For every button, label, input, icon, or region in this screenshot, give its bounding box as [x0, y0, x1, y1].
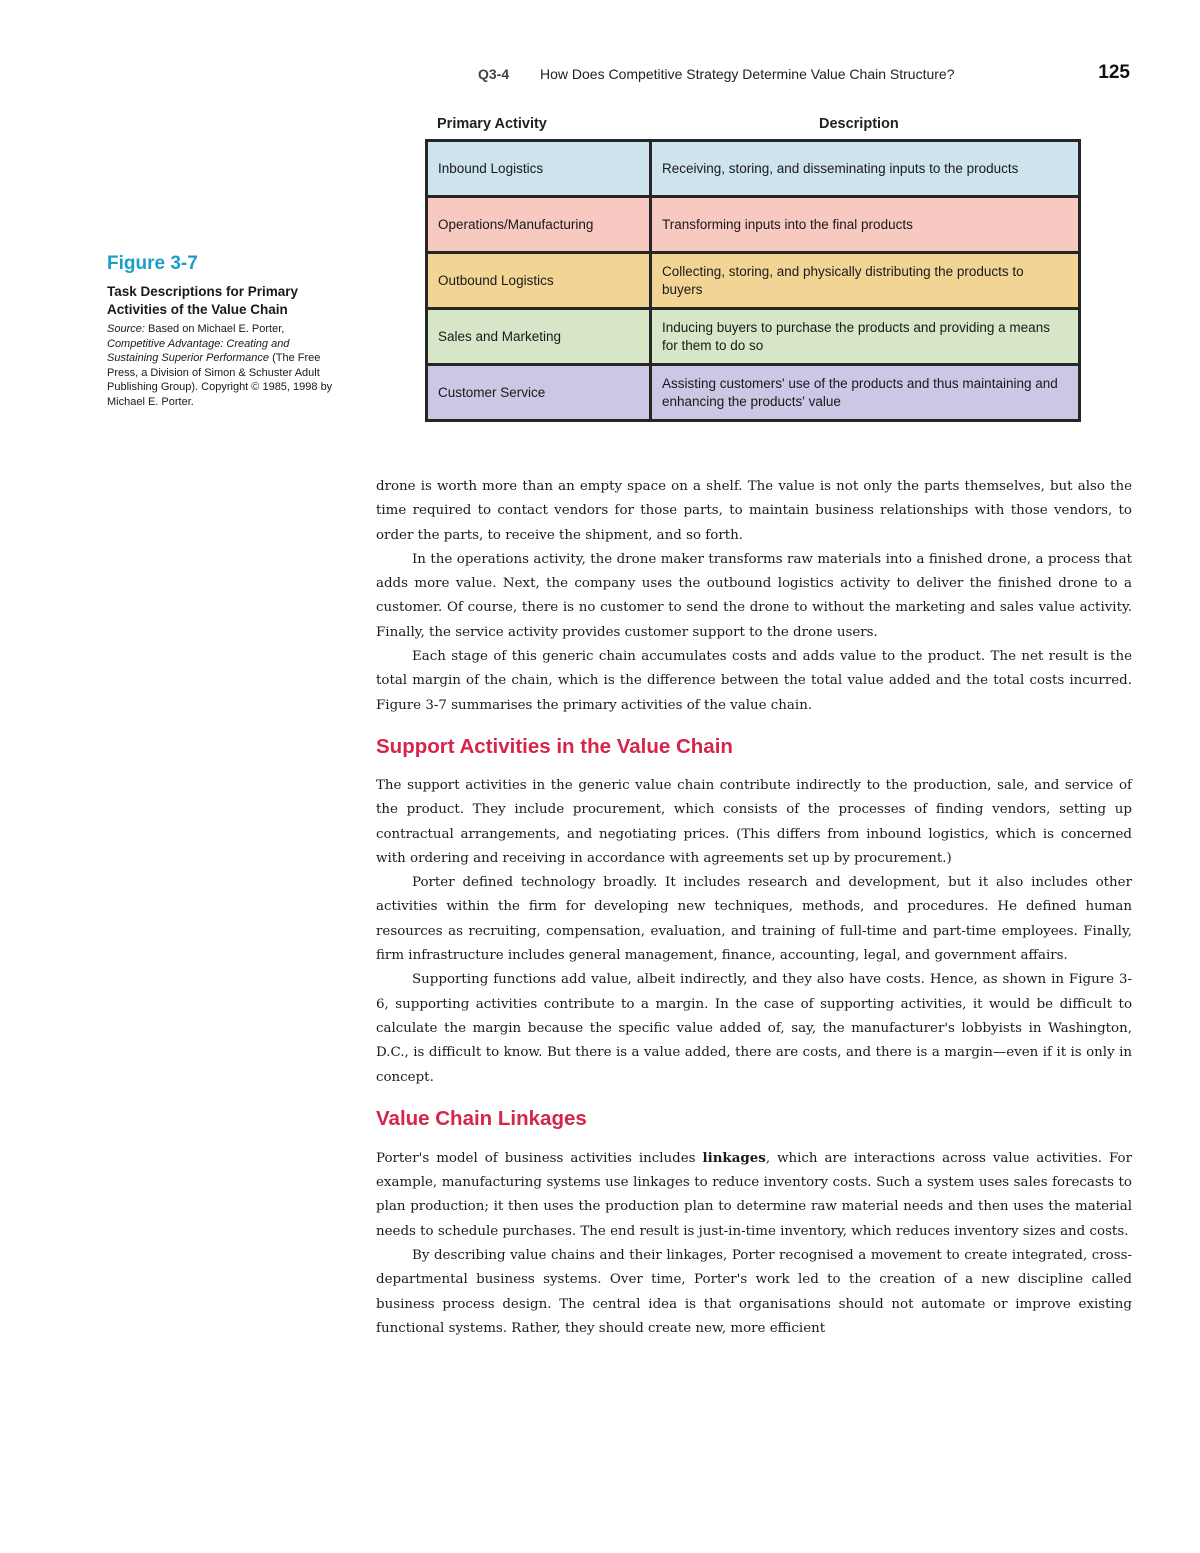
header-title: How Does Competitive Strategy Determine Value Chain Structure? [540, 66, 955, 82]
section-heading-value-chain-linkages: Value Chain Linkages [376, 1106, 587, 1130]
description-cell: Collecting, storing, and physically distributing the products to buyers [652, 254, 1078, 307]
activity-cell: Customer Service [428, 366, 649, 419]
source-book: Competitive Advantage: Creating and Sustaining Superior Performance [107, 337, 290, 365]
table-row [428, 366, 1078, 419]
section-heading-support-activities: Support Activities in the Value Chain [376, 734, 733, 758]
activity-cell: Sales and Marketing [428, 310, 649, 363]
paragraph [376, 1146, 1132, 1244]
key-term-linkages: linkages [702, 1149, 766, 1166]
activity-cell: Operations/Manufacturing [428, 198, 649, 251]
figure-source [107, 322, 339, 410]
paragraph: Supporting functions add value, albeit indirectly, and they also have costs. Hence, as shown in Figure 3-6, supporting activities contribute to a margin. In the case of supporting activities, it would be difficult to calculate the margin because the specific value added of, say, the manufacturer's lobbyists in Washington, D.C., is difficult to know. But there is a value added, there are costs, and there is a margin—even if it is only in concept. [376, 972, 1132, 1085]
figure-title: Task Descriptions for Primary Activities of the Value Chain [107, 284, 299, 317]
description-cell: Assisting customers' use of the products and thus maintaining and enhancing the products' value [652, 366, 1078, 419]
table-row [428, 198, 1078, 251]
table-body [425, 139, 1081, 422]
activity-cell: Inbound Logistics [428, 142, 649, 195]
source-prefix: Source: [107, 323, 145, 335]
table-row [428, 254, 1078, 307]
paragraph: drone is worth more than an empty space on a shelf. The value is not only the parts themselves, but also the time required to contact vendors for those parts, to maintain business relationships with those vendors, to order the parts, to receive the shipment, and so forth. [376, 479, 1132, 543]
paragraph: Porter defined technology broadly. It includes research and development, but it also includes other activities within the firm for developing new techniques, methods, and procedures. He defined human resources as recruiting, compensation, evaluation, and training of full-time and part-time employees. Finally, firm infrastructure includes general management, finance, accounting, legal, and government affairs. [376, 875, 1132, 964]
paragraph: By describing value chains and their linkages, Porter recognised a movement to create integrated, cross-departmental business systems. Over time, Porter's work led to the creation of a new discipline called business process design. The central idea is that organisations should not automate or improve existing functional systems. Rather, they should create new, more efficient [376, 1248, 1132, 1336]
description-cell: Transforming inputs into the final products [652, 198, 1078, 251]
column-header-description: Description [819, 116, 899, 132]
running-header [478, 62, 1130, 90]
description-cell: Inducing buyers to purchase the products and providing a means for them to do so [652, 310, 1078, 363]
paragraph: Each stage of this generic chain accumulates costs and adds value to the product. The net result is the total margin of the chain, which is the difference between the total value added and the total costs incurred. Figure 3-7 summarises the primary activities of the value chain. [376, 649, 1132, 713]
table-row [428, 142, 1078, 195]
source-rest: (The Free Press, a Division of Simon & Schuster Adult Publishing Group). Copyright © 1985, 1998 by Michael E. Porter. [107, 352, 333, 408]
primary-activities-table [425, 112, 1081, 422]
description-cell: Receiving, storing, and disseminating inputs to the products [652, 142, 1078, 195]
page-number: 125 [1098, 62, 1130, 83]
body-text [376, 475, 1132, 1341]
figure-label: Figure 3-7 [107, 253, 198, 274]
table-header [425, 112, 1081, 139]
paragraph: In the operations activity, the drone maker transforms raw materials into a finished drone, a process that adds more value. Next, the company uses the outbound logistics activity to deliver the finished drone to a customer. Of course, there is no customer to send the drone to without the marketing and sales value activity. Finally, the service activity provides customer support to the drone users. [376, 551, 1132, 640]
source-author: Based on Michael E. Porter, [147, 323, 285, 335]
activity-cell: Outbound Logistics [428, 254, 649, 307]
paragraph-text: Porter's model of business activities includes [376, 1150, 703, 1166]
figure-caption [107, 253, 339, 410]
paragraph: The support activities in the generic value chain contribute indirectly to the production, sale, and service of the product. They include procurement, which consists of the processes of finding vendors, setting up contractual arrangements, and negotiating prices. (This differs from inbound logistics, which is concerned with ordering and receiving in accordance with agreements set up by procurement.) [376, 777, 1132, 866]
column-header-activity: Primary Activity [437, 116, 547, 132]
question-code: Q3-4 [478, 66, 510, 82]
paragraph-text: , which are interactions across value activities. For example, manufacturing systems use linkages to reduce inventory costs. Such a system uses sales forecasts to plan production; it then uses the production plan to determine raw material needs and then uses the material needs to schedule purchases. The end result is just-in-time inventory, which reduces inventory sizes and costs. [376, 1150, 1132, 1239]
table-row [428, 310, 1078, 363]
